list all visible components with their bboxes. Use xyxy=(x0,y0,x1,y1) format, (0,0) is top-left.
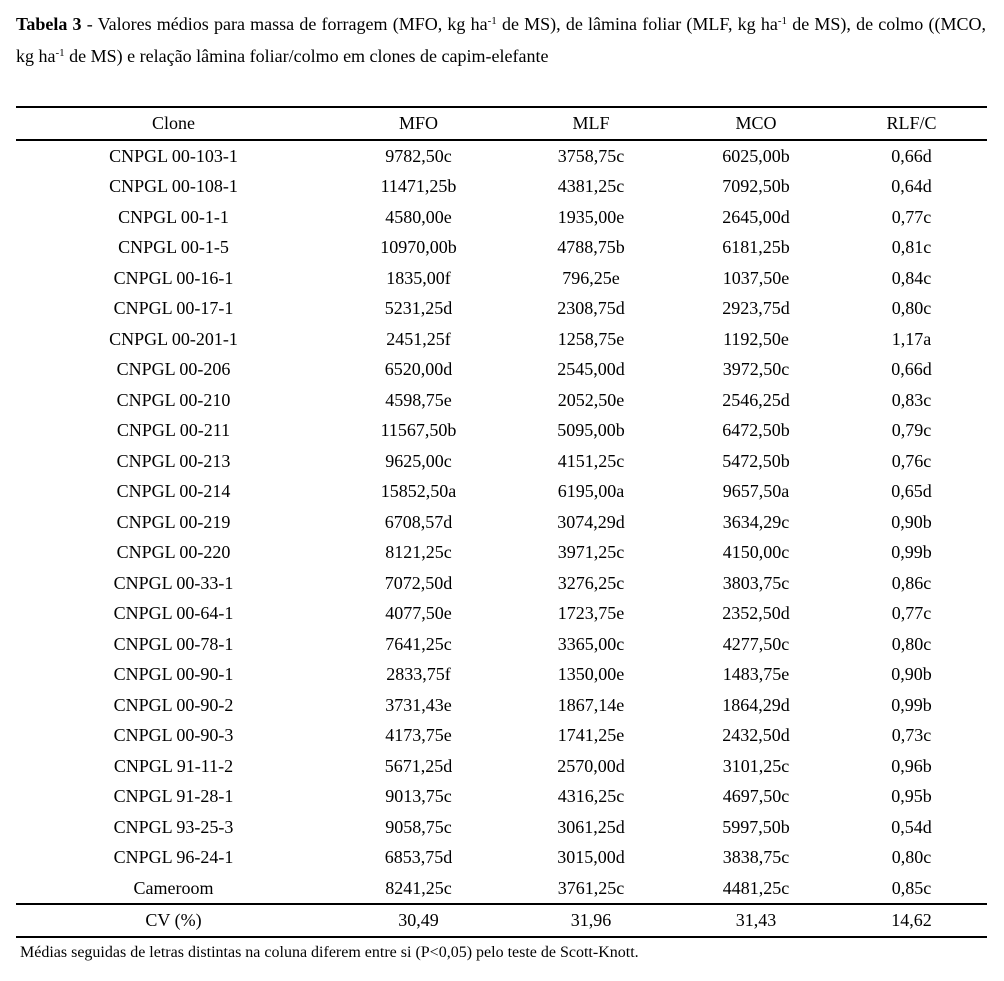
table-caption xyxy=(16,8,986,72)
cell-mco: 2645,00d xyxy=(722,206,790,227)
cell-mco: 7092,50b xyxy=(722,176,790,197)
cell-mco: 3634,29c xyxy=(722,511,790,532)
cv-cell-clone: CV (%) xyxy=(145,910,202,931)
table-row xyxy=(16,354,987,385)
cell-mfo: 6853,75d xyxy=(384,847,453,868)
cell-mlf: 6195,00a xyxy=(557,481,625,502)
table-row xyxy=(16,232,987,263)
cell-mco: 4481,25c xyxy=(722,877,790,898)
cell-mlf: 1741,25e xyxy=(557,725,625,746)
cv-cell-mlf: 31,96 xyxy=(570,910,612,931)
cell-rlfc: 0,99b xyxy=(891,694,932,715)
cell-mco: 1037,50e xyxy=(722,267,790,288)
cell-clone: CNPGL 00-211 xyxy=(116,420,231,441)
cell-mfo: 9058,75c xyxy=(385,816,452,837)
superscript: -1 xyxy=(777,15,788,27)
superscript: -1 xyxy=(55,47,65,59)
cell-clone: CNPGL 00-64-1 xyxy=(113,603,234,624)
cell-clone: CNPGL 00-78-1 xyxy=(113,633,234,654)
cell-mfo: 5671,25d xyxy=(384,755,453,776)
cell-clone: CNPGL 91-11-2 xyxy=(113,755,234,776)
cell-mfo: 9782,50c xyxy=(385,145,452,166)
cell-clone: CNPGL 91-28-1 xyxy=(113,786,234,807)
cell-rlfc: 0,73c xyxy=(891,725,932,746)
cell-clone: CNPGL 00-90-1 xyxy=(113,664,234,685)
cell-mco: 1483,75e xyxy=(722,664,790,685)
cell-mco: 1192,50e xyxy=(723,328,789,349)
cell-clone: CNPGL 00-201-1 xyxy=(109,328,238,349)
cell-rlfc: 0,95b xyxy=(891,786,932,807)
cell-mco: 4277,50c xyxy=(722,633,790,654)
cell-mfo: 7641,25c xyxy=(385,633,452,654)
cell-mfo: 9013,75c xyxy=(385,786,452,807)
cell-mco: 6181,25b xyxy=(722,237,790,258)
cell-mlf: 4151,25c xyxy=(557,450,625,471)
caption-label: Tabela 3 xyxy=(16,14,82,34)
cell-clone: CNPGL 00-219 xyxy=(116,511,231,532)
table-row xyxy=(16,720,987,751)
table-row xyxy=(16,568,987,599)
cell-rlfc: 0,80c xyxy=(891,633,932,654)
cell-mco: 2546,25d xyxy=(722,389,790,410)
cell-mfo: 4580,00e xyxy=(385,206,452,227)
table-row xyxy=(16,263,987,294)
cell-mlf: 2308,75d xyxy=(557,298,625,319)
cell-clone: CNPGL 00-210 xyxy=(116,389,231,410)
data-table xyxy=(16,106,987,938)
cell-rlfc: 0,77c xyxy=(891,206,932,227)
table-row xyxy=(16,293,987,324)
header-rlfc: RLF/C xyxy=(886,113,937,134)
table-row xyxy=(16,751,987,782)
table-row xyxy=(16,659,987,690)
cell-clone: CNPGL 00-1-1 xyxy=(118,206,229,227)
cell-mlf: 3761,25c xyxy=(557,877,625,898)
cell-mfo: 4077,50e xyxy=(385,603,452,624)
cell-mfo: 9625,00c xyxy=(385,450,452,471)
cell-rlfc: 0,80c xyxy=(891,298,932,319)
cell-rlfc: 0,81c xyxy=(891,237,932,258)
cell-mco: 2352,50d xyxy=(722,603,790,624)
cell-mlf: 5095,00b xyxy=(557,420,625,441)
cell-rlfc: 0,77c xyxy=(891,603,932,624)
cell-mlf: 3015,00d xyxy=(557,847,625,868)
cell-mlf: 3061,25d xyxy=(557,816,625,837)
table-row xyxy=(16,629,987,660)
cell-clone: CNPGL 00-214 xyxy=(116,481,231,502)
cell-mfo: 8121,25c xyxy=(385,542,452,563)
table-row xyxy=(16,171,987,202)
cell-mco: 4150,00c xyxy=(722,542,790,563)
cell-mco: 4697,50c xyxy=(722,786,790,807)
cell-rlfc: 0,85c xyxy=(891,877,932,898)
cell-rlfc: 0,79c xyxy=(891,420,932,441)
cell-mlf: 3971,25c xyxy=(557,542,625,563)
cell-mco: 9657,50a xyxy=(722,481,790,502)
cell-rlfc: 0,96b xyxy=(891,755,932,776)
table-row xyxy=(16,598,987,629)
cell-mfo: 11567,50b xyxy=(380,420,457,441)
cell-clone: CNPGL 00-16-1 xyxy=(113,267,234,288)
cell-mco: 3838,75c xyxy=(722,847,790,868)
cell-rlfc: 0,64d xyxy=(891,176,932,197)
table-row xyxy=(16,415,987,446)
header-clone: Clone xyxy=(152,113,195,134)
cell-mfo: 5231,25d xyxy=(384,298,453,319)
cell-mco: 6025,00b xyxy=(722,145,790,166)
cell-mlf: 2570,00d xyxy=(557,755,625,776)
cell-mco: 5997,50b xyxy=(722,816,790,837)
cv-row xyxy=(16,904,987,937)
cell-clone: CNPGL 00-17-1 xyxy=(113,298,234,319)
cell-rlfc: 0,83c xyxy=(891,389,932,410)
cell-mlf: 1258,75e xyxy=(557,328,625,349)
cell-mco: 2432,50d xyxy=(722,725,790,746)
cell-rlfc: 0,66d xyxy=(891,145,932,166)
table-row xyxy=(16,690,987,721)
cell-mfo: 8241,25c xyxy=(385,877,452,898)
table-row xyxy=(16,446,987,477)
cell-clone: CNPGL 93-25-3 xyxy=(113,816,234,837)
cell-clone: CNPGL 00-90-2 xyxy=(113,694,234,715)
cell-rlfc: 0,76c xyxy=(891,450,932,471)
cell-mfo: 7072,50d xyxy=(384,572,453,593)
cell-mco: 3972,50c xyxy=(722,359,790,380)
cell-mco: 1864,29d xyxy=(722,694,790,715)
cell-mfo: 6708,57d xyxy=(384,511,453,532)
cell-mco: 3803,75c xyxy=(722,572,790,593)
cell-rlfc: 0,80c xyxy=(891,847,932,868)
cell-mlf: 3758,75c xyxy=(557,145,625,166)
caption-text: de MS), de colmo ((MCO, kg ha xyxy=(16,14,986,66)
cell-rlfc: 0,86c xyxy=(891,572,932,593)
header-mfo: MFO xyxy=(398,113,438,134)
cell-mco: 2923,75d xyxy=(722,298,790,319)
cv-cell-rlfc: 14,62 xyxy=(891,910,932,931)
cell-mlf: 1935,00e xyxy=(557,206,625,227)
cell-mlf: 3074,29d xyxy=(557,511,625,532)
cell-rlfc: 0,90b xyxy=(891,664,932,685)
cell-mfo: 6520,00d xyxy=(384,359,453,380)
table-row xyxy=(16,324,987,355)
footnote: Médias seguidas de letras distintas na coluna diferem entre si (P<0,05) pelo teste de Scott-Knott. xyxy=(20,944,639,961)
cell-mco: 3101,25c xyxy=(722,755,790,776)
cell-rlfc: 0,65d xyxy=(891,481,932,502)
table-row xyxy=(16,537,987,568)
cell-mfo: 2451,25f xyxy=(386,328,451,349)
cell-mfo: 11471,25b xyxy=(380,176,457,197)
table-row xyxy=(16,842,987,873)
cv-cell-mco: 31,43 xyxy=(735,910,777,931)
table-row xyxy=(16,507,987,538)
cell-clone: CNPGL 96-24-1 xyxy=(113,847,234,868)
cell-mco: 5472,50b xyxy=(722,450,790,471)
cell-clone: CNPGL 00-33-1 xyxy=(113,572,234,593)
cell-mlf: 796,25e xyxy=(562,267,620,288)
cell-mlf: 3365,00c xyxy=(557,633,625,654)
cell-mfo: 1835,00f xyxy=(386,267,451,288)
cell-mfo: 3731,43e xyxy=(385,694,452,715)
cell-mlf: 3276,25c xyxy=(557,572,625,593)
table-row xyxy=(16,140,987,172)
cell-mfo: 2833,75f xyxy=(386,664,451,685)
caption-text: de MS), de lâmina foliar (MLF, kg ha xyxy=(496,14,778,34)
cell-clone: CNPGL 00-220 xyxy=(116,542,231,563)
table-row xyxy=(16,202,987,233)
cell-clone: Cameroom xyxy=(133,877,214,898)
cell-rlfc: 0,90b xyxy=(891,511,932,532)
table-row xyxy=(16,476,987,507)
caption-text: - Valores médios para massa de forragem (MFO, kg ha xyxy=(81,14,488,34)
cell-mfo: 10970,00b xyxy=(380,237,457,258)
cell-clone: CNPGL 00-90-3 xyxy=(113,725,234,746)
table-row xyxy=(16,873,987,905)
cell-mco: 6472,50b xyxy=(722,420,790,441)
cell-clone: CNPGL 00-1-5 xyxy=(118,237,229,258)
cell-mlf: 4381,25c xyxy=(557,176,625,197)
cell-mlf: 2052,50e xyxy=(557,389,625,410)
cell-mlf: 1723,75e xyxy=(557,603,625,624)
cv-cell-mfo: 30,49 xyxy=(398,910,439,931)
caption-text: de MS) e relação lâmina foliar/colmo em clones de capim-elefante xyxy=(64,46,549,66)
cell-rlfc: 0,84c xyxy=(891,267,932,288)
cell-clone: CNPGL 00-103-1 xyxy=(109,145,238,166)
cell-mlf: 1867,14e xyxy=(557,694,625,715)
cell-mlf: 1350,00e xyxy=(557,664,625,685)
cell-clone: CNPGL 00-108-1 xyxy=(109,176,238,197)
superscript: -1 xyxy=(487,15,497,27)
cell-mlf: 2545,00d xyxy=(557,359,625,380)
cell-rlfc: 0,54d xyxy=(891,816,932,837)
cell-rlfc: 1,17a xyxy=(891,328,932,349)
table-row xyxy=(16,812,987,843)
table-row xyxy=(16,781,987,812)
cell-clone: CNPGL 00-213 xyxy=(116,450,231,471)
cell-rlfc: 0,66d xyxy=(891,359,932,380)
header-mco: MCO xyxy=(735,113,777,134)
cell-mfo: 4173,75e xyxy=(385,725,452,746)
header-row xyxy=(16,107,987,140)
cell-clone: CNPGL 00-206 xyxy=(116,359,231,380)
cell-mfo: 4598,75e xyxy=(385,389,452,410)
cell-mlf: 4788,75b xyxy=(557,237,625,258)
cell-mlf: 4316,25c xyxy=(557,786,625,807)
cell-mfo: 15852,50a xyxy=(380,481,457,502)
cell-rlfc: 0,99b xyxy=(891,542,932,563)
header-mlf: MLF xyxy=(572,113,610,134)
table-row xyxy=(16,385,987,416)
